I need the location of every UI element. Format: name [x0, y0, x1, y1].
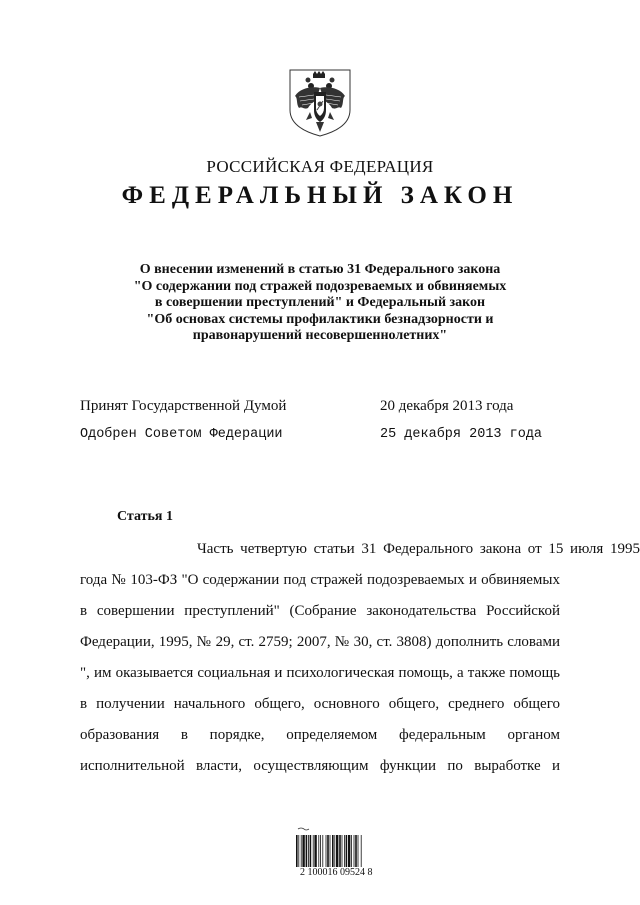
article-line: Федерации, 1995, № 29, ст. 2759; 2007, № 30, ст. 3808) дополнить словами — [80, 634, 560, 650]
article-line: образования в порядке, определяемом федеральным органом — [80, 727, 560, 743]
article-heading: Статья 1 — [117, 509, 173, 524]
duma-adoption-label: Принят Государственной Думой — [80, 398, 287, 414]
article-line: в получении начального общего, основного общего, среднего общего — [80, 696, 560, 712]
coat-of-arms-emblem — [286, 66, 354, 138]
law-title-line: "О содержании под стражей подозреваемых и обвиняемых — [133, 278, 507, 294]
law-title — [100, 262, 540, 345]
law-title-line: в совершении преступлений" и Федеральный закон — [154, 295, 486, 310]
article-line: Часть четвертую статьи 31 Федерального закона от 15 июля 1995 — [197, 541, 640, 557]
article-line: исполнительной власти, осуществляющим функции по выработке и — [80, 758, 560, 774]
council-approval-label: Одобрен Советом Федерации — [80, 427, 283, 442]
barcode-number: 2 100016 09524 8 — [300, 867, 373, 878]
article-line: в совершении преступлений" (Собрание законодательства Российской — [80, 603, 560, 619]
article-line: года № 103-ФЗ "О содержании под стражей подозреваемых и обвиняемых — [80, 572, 560, 588]
law-type-heading: ФЕДЕРАЛЬНЫЙ ЗАКОН — [121, 182, 519, 209]
document-barcode — [286, 827, 406, 889]
article-line: ", им оказывается социальная и психологическая помощь, а также помощь — [80, 665, 560, 681]
duma-adoption-date: 20 декабря 2013 года — [380, 398, 514, 414]
law-title-line: правонарушений несовершеннолетних" — [192, 328, 448, 343]
country-name: РОССИЙСКАЯ ФЕДЕРАЦИЯ — [206, 157, 434, 176]
council-approval-date: 25 декабря 2013 года — [380, 427, 543, 442]
law-title-line: "Об основах системы профилактики безнадзорности и — [146, 311, 494, 327]
law-title-line: О внесении изменений в статью 31 Федерального закона — [139, 262, 501, 277]
